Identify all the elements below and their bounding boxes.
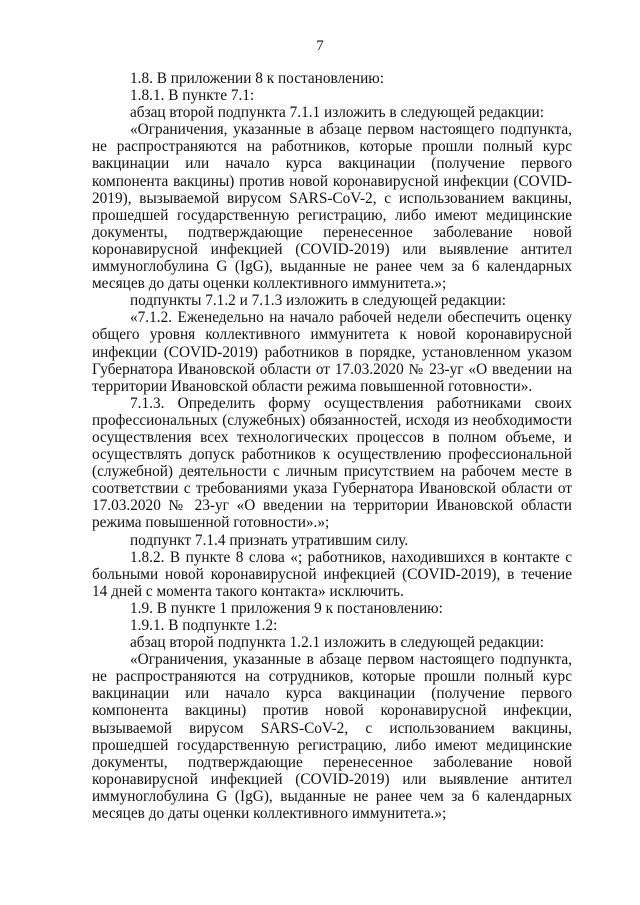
- paragraph-7-1-3: 7.1.3. Определить форму осуществления работниками своих профессиональных (служебных) обязанностей, исходя из необходимости осуществления всех технологических процессов в полном объеме, и осуществлять допуск работников к осуществлению профессиональной (служебной) деятельности с личным присутствием на рабочем месте в соответствии с требованиями указа Губернатора Ивановской области от 17.03.2020 № 23-уг «О введении на территории Ивановской области режима повышенной готовности».»;: [92, 394, 572, 532]
- document-body: [92, 70, 572, 822]
- paragraph-7-1-4-void: подпункт 7.1.4 признать утратившим силу.: [130, 531, 409, 549]
- paragraph-1-8: 1.8. В приложении 8 к постановлению:: [130, 70, 384, 87]
- paragraph-7-1-2: «7.1.2. Еженедельно на начало рабочей недели обеспечить оценку общего уровня коллективного иммунитета к новой коронавирусной инфекции (COVID-2019) работников в порядке, установленном указом Губернатора Ивановской области от 17.03.2020 № 23-уг «О введении на территории Ивановской области режима повышенной готовности».: [92, 309, 572, 395]
- paragraph-1-8-1: 1.8.1. В пункте 7.1:: [130, 87, 255, 105]
- paragraph-1-8-2: 1.8.2. В пункте 8 слова «; работников, находившихся в контакте с больными новой коронавирусной инфекцией (COVID-2019), в течение 14 дней с момента такого контакта» исключить.: [92, 548, 572, 600]
- paragraph-amendment-intro-1-2-1: абзац второй подпункта 1.2.1 изложить в следующей редакции:: [130, 634, 544, 652]
- paragraph-quote-restrictions-staff: «Ограничения, указанные в абзаце первом настоящего подпункта, не распространяются на сотрудников, которые прошли полный курс вакцинации или начало курса вакцинации (получение первого компонента вакцины) против новой коронавирусной инфекции, вызываемой вирусом SARS-CoV-2, с использованием вакцины, прошедшей государственную регистрацию, либо имеют медицинские документы, подтверждающие перенесенное заболевание новой коронавирусной инфекцией (COVID-2019) или выявление антител иммуноглобулина G (IgG), выданные не ранее чем за 6 календарных месяцев до даты оценки коллективного иммунитета.»;: [92, 651, 572, 823]
- page-number: 7: [316, 38, 324, 54]
- paragraph-amendment-intro-7-1-2: подпункты 7.1.2 и 7.1.3 изложить в следующей редакции:: [130, 292, 506, 310]
- paragraph-1-9-1: 1.9.1. В подпункте 1.2:: [130, 617, 278, 634]
- paragraph-quote-restrictions-workers: «Ограничения, указанные в абзаце первом настоящего подпункта, не распространяются на работников, которые прошли полный курс вакцинации или начало курса вакцинации (получение первого компонента вакцины) против новой коронавирусной инфекции (COVID-2019), вызываемой вирусом SARS-CoV-2, с использованием вакцины, прошедшей государственную регистрацию, либо имеют медицинские документы, подтверждающие перенесенное заболевание новой коронавирусной инфекцией (COVID-2019) или выявление антител иммуноглобулина G (IgG), выданные не ранее чем за 6 календарных месяцев до даты оценки коллективного иммунитета.»;: [92, 121, 572, 293]
- paragraph-1-9: 1.9. В пункте 1 приложения 9 к постановлению:: [130, 599, 443, 617]
- paragraph-amendment-intro-7-1-1: абзац второй подпункта 7.1.1 изложить в следующей редакции:: [130, 104, 544, 122]
